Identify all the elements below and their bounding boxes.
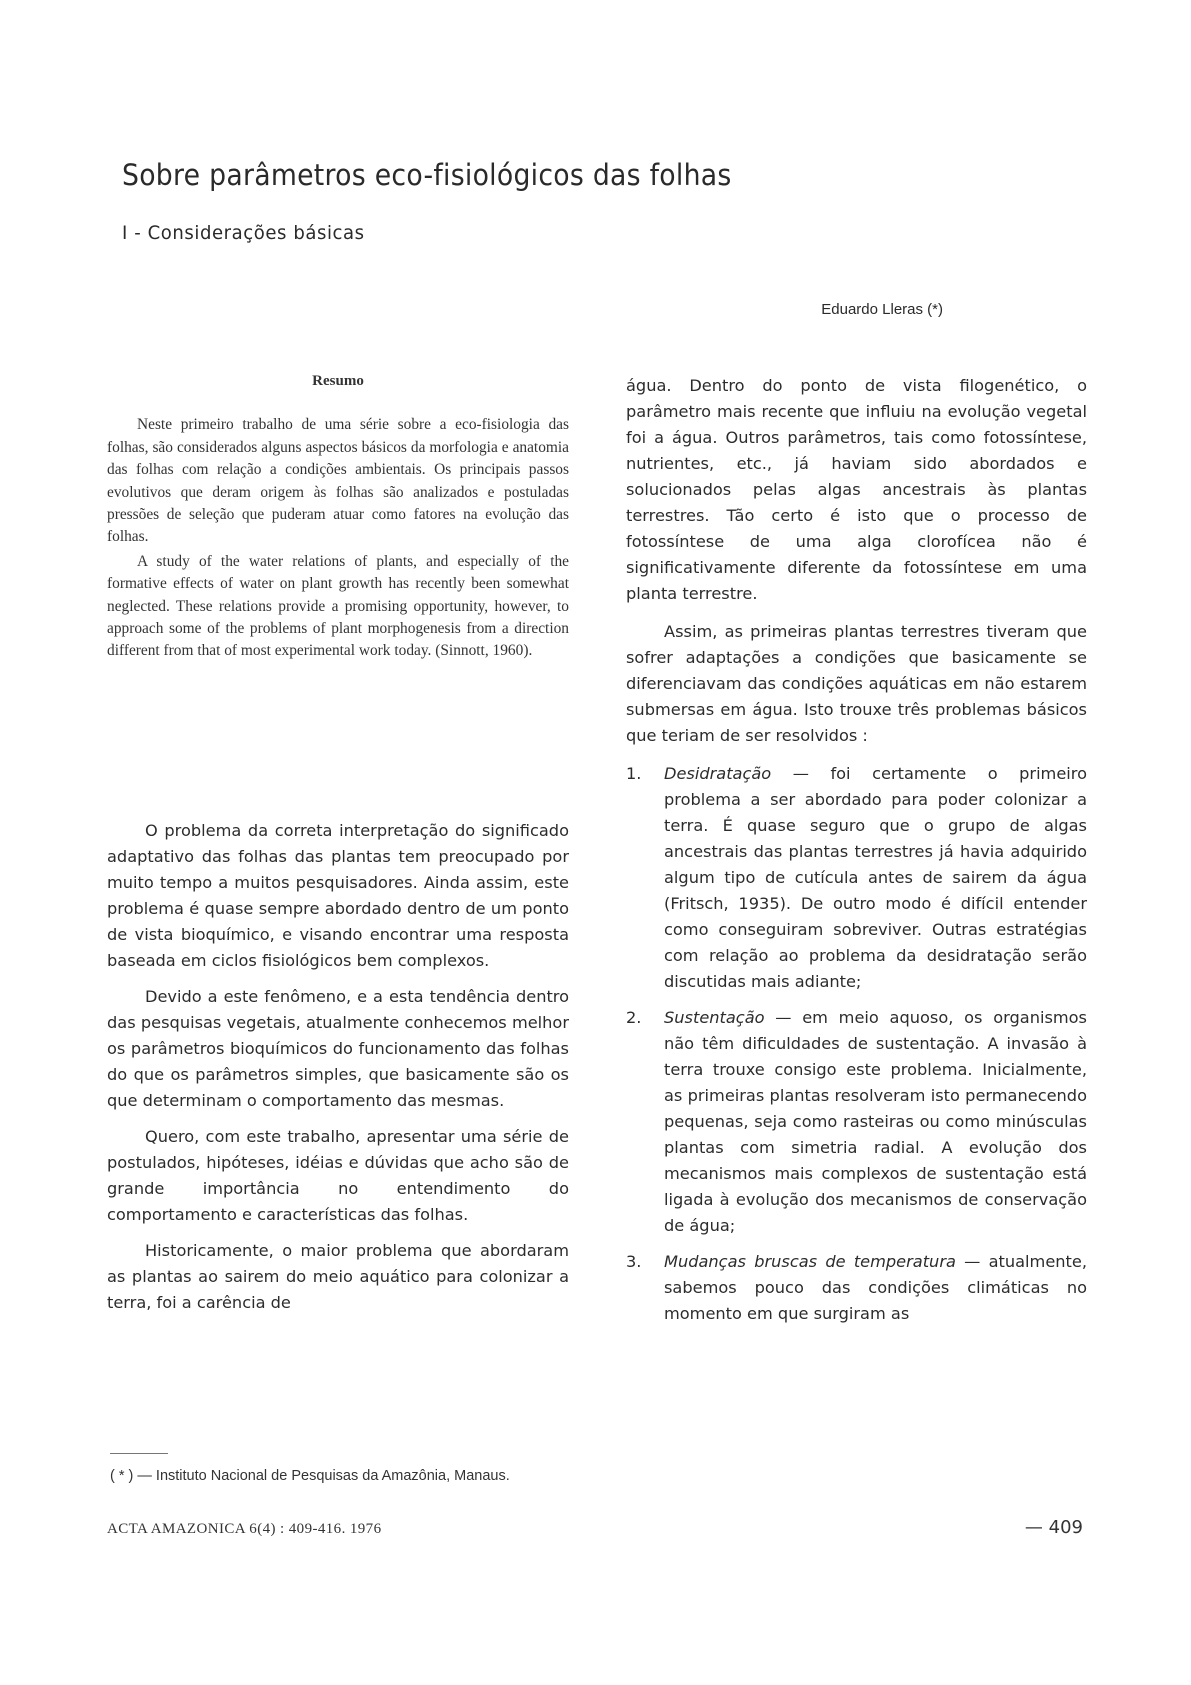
- footnote: ( * ) — Instituto Nacional de Pesquisas da Amazônia, Manaus.: [110, 1468, 510, 1484]
- footnote-divider: [110, 1453, 168, 1454]
- list-text: — em meio aquoso, os organismos não têm dificuldades de sustentação. A invasão à terra trouxe consigo este problema. Inicialmente, as primeiras plantas resolveram isto permanecendo pequenas, seja como rasteiras ou como minúsculas plantas com simetria radial. A evolução dos mecanismos mais complexos de sustentação está ligada à evolução dos mecanismos de conservação de água;: [664, 1008, 1087, 1235]
- body-paragraph: O problema da correta interpretação do significado adaptativo das folhas das plantas tem preocupado por muito tempo a muitos pesquisadores. Ainda assim, este problema é quase sempre abordado dentro de um ponto de vista bioquímico, e visando encontrar uma resposta baseada em ciclos fisiológicos bem complexos.: [107, 821, 569, 970]
- article-title: Sobre parâmetros eco-fisiológicos das folhas: [122, 158, 732, 192]
- list-item: [626, 1005, 1087, 1239]
- body-paragraph: Assim, as primeiras plantas terrestres tiveram que sofrer adaptações a condições que basicamente se diferenciavam das condições aquáticas em não estarem submersas em água. Isto trouxe três problemas básicos que teriam de ser resolvidos :: [626, 622, 1087, 745]
- left-column: [107, 818, 569, 1326]
- author-name: Eduardo Lleras (*): [821, 301, 943, 318]
- list-item: [626, 761, 1087, 995]
- abstract-heading: Resumo: [312, 373, 364, 389]
- list-number: 2.: [626, 1008, 642, 1027]
- list-number: 3.: [626, 1252, 642, 1271]
- list-term: Sustentação: [664, 1008, 765, 1027]
- list-text: — foi certamente o primeiro problema a ser abordado para poder colonizar a terra. É quase seguro que o grupo de algas ancestrais das plantas terrestres já havia adquirido algum tipo de cutícula antes de sairem da água (Fritsch, 1935). De outro modo é difícil entender como conseguiram sobreviver. Outras estratégias com relação ao problema da desidratação serão discutidas mais adiante;: [664, 764, 1087, 991]
- article-subtitle: I - Considerações básicas: [122, 222, 365, 244]
- abstract-portuguese: Neste primeiro trabalho de uma série sobre a eco-fisiologia das folhas, são considerados alguns aspectos básicos da morfologia e anatomia das folhas com relação a condições ambientais. Os principais passos evolutivos que deram origem às folhas são analizados e postuladas pressões de seleção que puderam atuar como fatores na evolução das folhas.: [107, 416, 569, 546]
- list-term: Mudanças bruscas de temperatura: [664, 1252, 956, 1271]
- body-paragraph: Historicamente, o maior problema que abordaram as plantas ao sairem do meio aquático para colonizar a terra, foi a carência de: [107, 1241, 569, 1312]
- abstract-english: A study of the water relations of plants, and especially of the formative effects of water on plant growth has recently been somewhat neglected. These relations provide a promising opportunity, however, to approach some of the problems of plant morphogenesis from a direction different from that of most experimental work today. (Sinnott, 1960).: [107, 552, 569, 660]
- body-paragraph: Quero, com este trabalho, apresentar uma série de postulados, hipóteses, idéias e dúvidas que acho são de grande importância no entendimento do comportamento e características das folhas.: [107, 1127, 569, 1224]
- list-text: — atualmente, sabemos pouco das condições climáticas no momento em que surgiram as: [664, 1252, 1087, 1323]
- page-number: — 409: [1024, 1517, 1083, 1538]
- abstract: [107, 370, 569, 663]
- journal-citation: ACTA AMAZONICA 6(4) : 409-416. 1976: [107, 1521, 382, 1537]
- right-column: [626, 373, 1087, 1337]
- list-term: Desidratação: [664, 764, 772, 783]
- list-item: [626, 1249, 1087, 1327]
- body-paragraph: Devido a este fenômeno, e a esta tendência dentro das pesquisas vegetais, atualmente conhecemos melhor os parâmetros bioquímicos do funcionamento das folhas do que os parâmetros simples, que basicamente são os que determinam o comportamento das mesmas.: [107, 987, 569, 1110]
- body-paragraph-continued: água. Dentro do ponto de vista filogenético, o parâmetro mais recente que influiu na evolução vegetal foi a água. Outros parâmetros, tais como fotossíntese, nutrientes, etc., já haviam sido abordados e solucionados pelas algas ancestrais às plantas terrestres. Tão certo é isto que o processo de fotossíntese de uma alga clorofícea não é significativamente diferente da fotossíntese em uma planta terrestre.: [626, 376, 1087, 603]
- list-number: 1.: [626, 764, 642, 783]
